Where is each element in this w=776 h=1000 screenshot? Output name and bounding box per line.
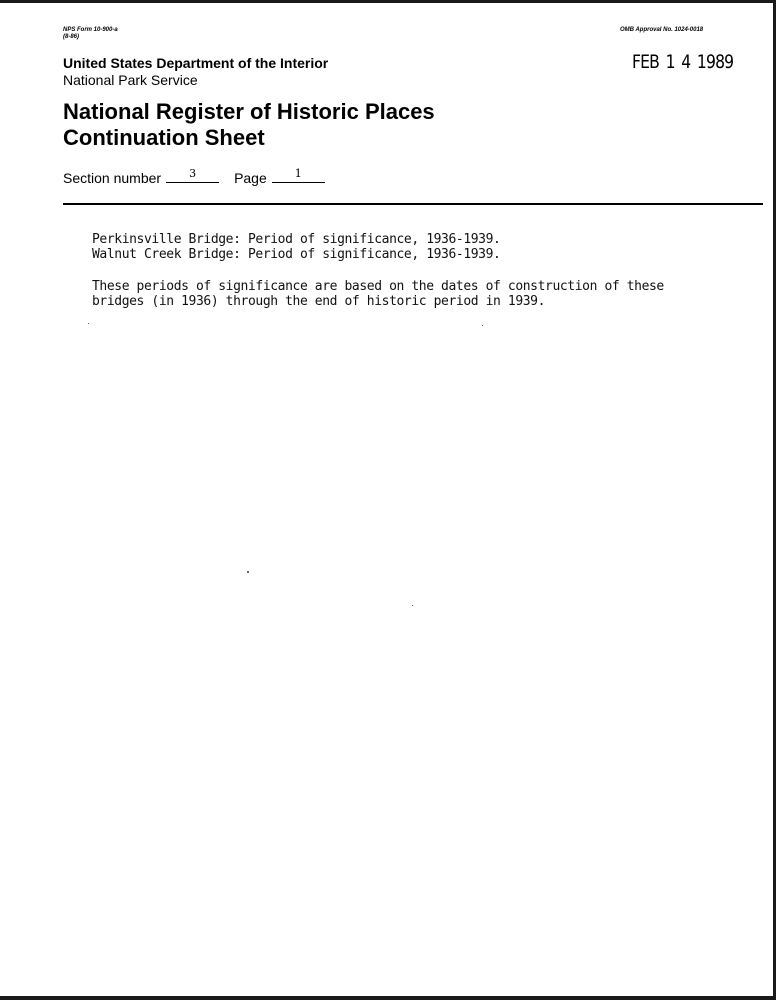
stamp-day-b: 4 (681, 51, 691, 73)
scan-speck (88, 323, 89, 324)
significance-paragraph (92, 279, 664, 309)
perkinsville-bridge-line: Perkinsville Bridge: Period of significance, 1936-1939. (92, 232, 501, 247)
scan-speck (412, 605, 413, 606)
walnut-creek-bridge-line: Walnut Creek Bridge: Period of significance, 1936-1939. (92, 247, 501, 262)
scan-speck (247, 571, 249, 573)
title-line-1: National Register of Historic Places (63, 99, 435, 124)
page-title (63, 99, 435, 151)
section-number-label: Section number (63, 170, 162, 186)
omb-approval: OMB Approval No. 1024-0018 (620, 27, 704, 33)
stamp-month: FEB (632, 51, 660, 73)
form-date: (8-86) (63, 34, 80, 40)
department-name: United States Department of the Interior (63, 55, 329, 71)
page-number-value: 1 (272, 168, 325, 183)
form-number: NPS Form 10-900-a (63, 27, 118, 33)
section-page-line (63, 167, 325, 189)
stamp-year: 1989 (696, 51, 734, 73)
paragraph-line-1: These periods of significance are based on the dates of construction of these (92, 279, 664, 294)
header-divider (63, 203, 763, 205)
agency-name: National Park Service (63, 72, 198, 88)
form-identifier (63, 27, 118, 41)
paragraph-line-2: bridges (in 1936) through the end of historic period in 1939. (92, 294, 546, 309)
scan-speck (482, 325, 483, 326)
page-label: Page (234, 170, 267, 186)
title-line-2: Continuation Sheet (63, 125, 265, 150)
date-stamp (632, 51, 733, 73)
section-number-value: 3 (166, 168, 219, 183)
stamp-day-a: 1 (665, 51, 675, 73)
